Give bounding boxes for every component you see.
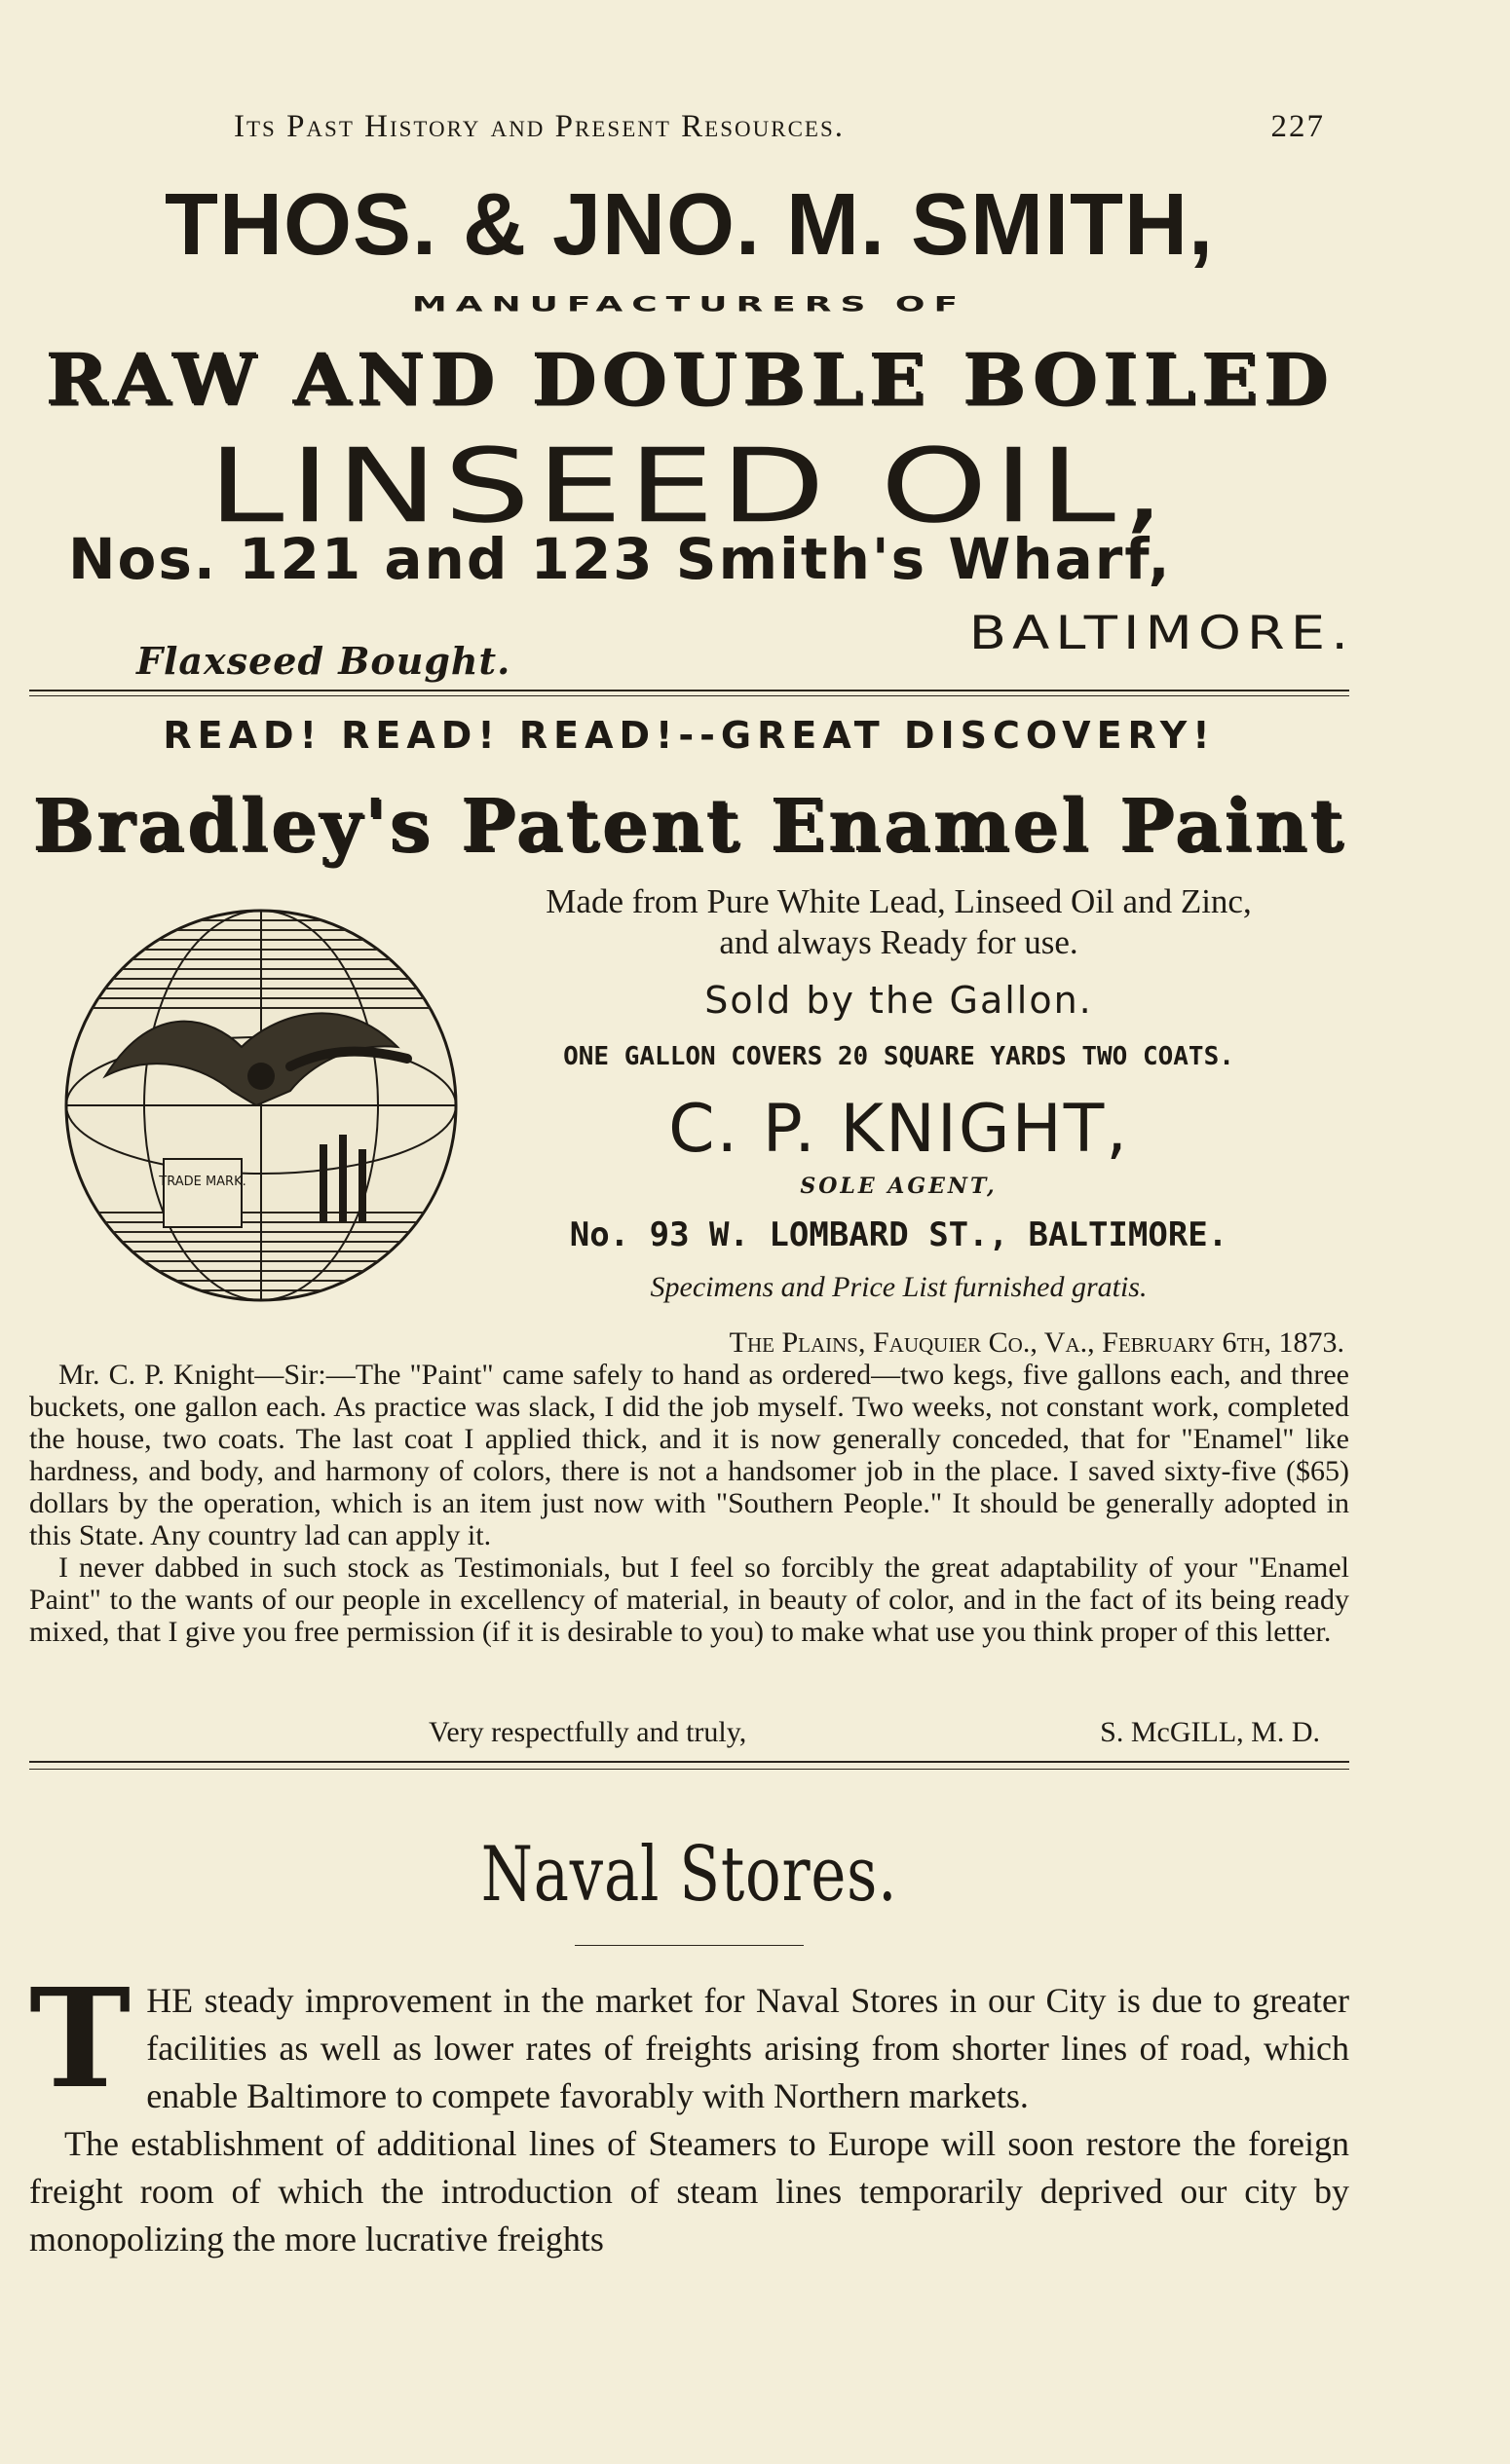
drop-cap: T: [29, 1960, 132, 2119]
ad2-brand: Bradley's Patent Enamel Paint: [32, 784, 1346, 868]
ad2-specimens: Specimens and Price List furnished gratis.: [650, 1271, 1148, 1303]
ad2-headline: READ! READ! READ!--GREAT DISCOVERY!: [163, 714, 1216, 757]
ad2-agent-address: No. 93 W. LOMBARD ST., BALTIMORE.: [569, 1215, 1228, 1254]
letter-place-date: The Plains, Fauquier Co., Va., February 6th, 1873.: [729, 1326, 1344, 1359]
section-paragraph-text: HE steady improvement in the market for Naval Stores in our City is due to greater facilities as well as lower rates of freights arising from shorter lines of road, which enable Baltimore to compete favorably with Northern markets.: [146, 1981, 1349, 2115]
ad2-sold-by: Sold by the Gallon.: [704, 979, 1093, 1022]
ad2-description: [448, 881, 1349, 963]
section-title: Naval Stores.: [480, 1831, 898, 1919]
letter-paragraph: Mr. C. P. Knight—Sir:—The "Paint" came safely to hand as ordered—two kegs, five gallons each, and three buckets, one gallon each. As practice was slack, I did the job myself. Two weeks, not constant work, completed the house, two coats. The last coat I applied thick, and it is now generally conceded, that for "Enamel" like hardness, and body, and harmony of colors, there is not a handsomer job in the place. I saved sixty-five ($65) dollars by the operation, which is an item just now with "Southern People." It should be generally adopted in this State. Any country lad can apply it.: [29, 1359, 1349, 1551]
trade-mark-seal: [47, 881, 475, 1310]
ad2-ready: and always Ready for use.: [719, 923, 1078, 961]
section-divider: [29, 1769, 1349, 1770]
ad1-product: LINSEED OIL,: [208, 427, 1171, 546]
ad1-firm-name: THOS. & JNO. M. SMITH,: [164, 176, 1215, 274]
ad1-manufacturers: MANUFACTURERS OF: [411, 292, 967, 317]
seal-trade-mark-text: TRADE MARK.: [159, 1175, 246, 1189]
section-paragraph: [29, 1960, 1349, 2120]
page-number: 227: [1270, 109, 1325, 144]
running-head: [234, 109, 1325, 145]
ad2-sole-agent: SOLE AGENT,: [800, 1174, 998, 1199]
ad2-coverage: ONE GALLON COVERS 20 SQUARE YARDS TWO COATS.: [563, 1042, 1234, 1071]
ad2-agent-name: C. P. KNIGHT,: [668, 1091, 1129, 1168]
eagle-globe-icon: [47, 881, 475, 1310]
running-head-title: Its Past History and Present Resources.: [234, 109, 846, 144]
section-body: [29, 1960, 1349, 2263]
letter-paragraph: I never dabbed in such stock as Testimonials, but I feel so forcibly the great adaptability of your "Enamel Paint" to the wants of our people in excellency of material, in beauty of color, and in the fact of its being ready mixed, that I give you free permission (if it is desirable to you) to make what use you think proper of this letter.: [29, 1551, 1349, 1648]
ad1-city: BALTIMORE.: [968, 606, 1354, 661]
page: [29, 0, 1354, 2464]
section-paragraph: The establishment of additional lines of Steamers to Europe will soon restore the foreign freight room of which the introduction of steam lines temporarily deprived our city by monopolizing the more lucrative freights: [29, 2124, 1349, 2259]
testimonial-letter: [29, 1359, 1349, 1648]
title-underline: [575, 1945, 804, 1946]
section-divider: [29, 1761, 1349, 1763]
ad-divider: [29, 695, 1349, 696]
ad2-made-from: Made from Pure White Lead, Linseed Oil and Zinc,: [546, 882, 1252, 920]
ad1-product-line: RAW AND DOUBLE BOILED: [45, 338, 1334, 421]
ad-divider: [29, 690, 1349, 691]
ad1-address: Nos. 121 and 123 Smith's Wharf,: [68, 526, 1172, 592]
letter-signature: S. McGILL, M. D.: [1100, 1716, 1320, 1748]
letter-closing: Very respectfully and truly,: [429, 1716, 747, 1748]
ad1-note: Flaxseed Bought.: [136, 639, 511, 683]
